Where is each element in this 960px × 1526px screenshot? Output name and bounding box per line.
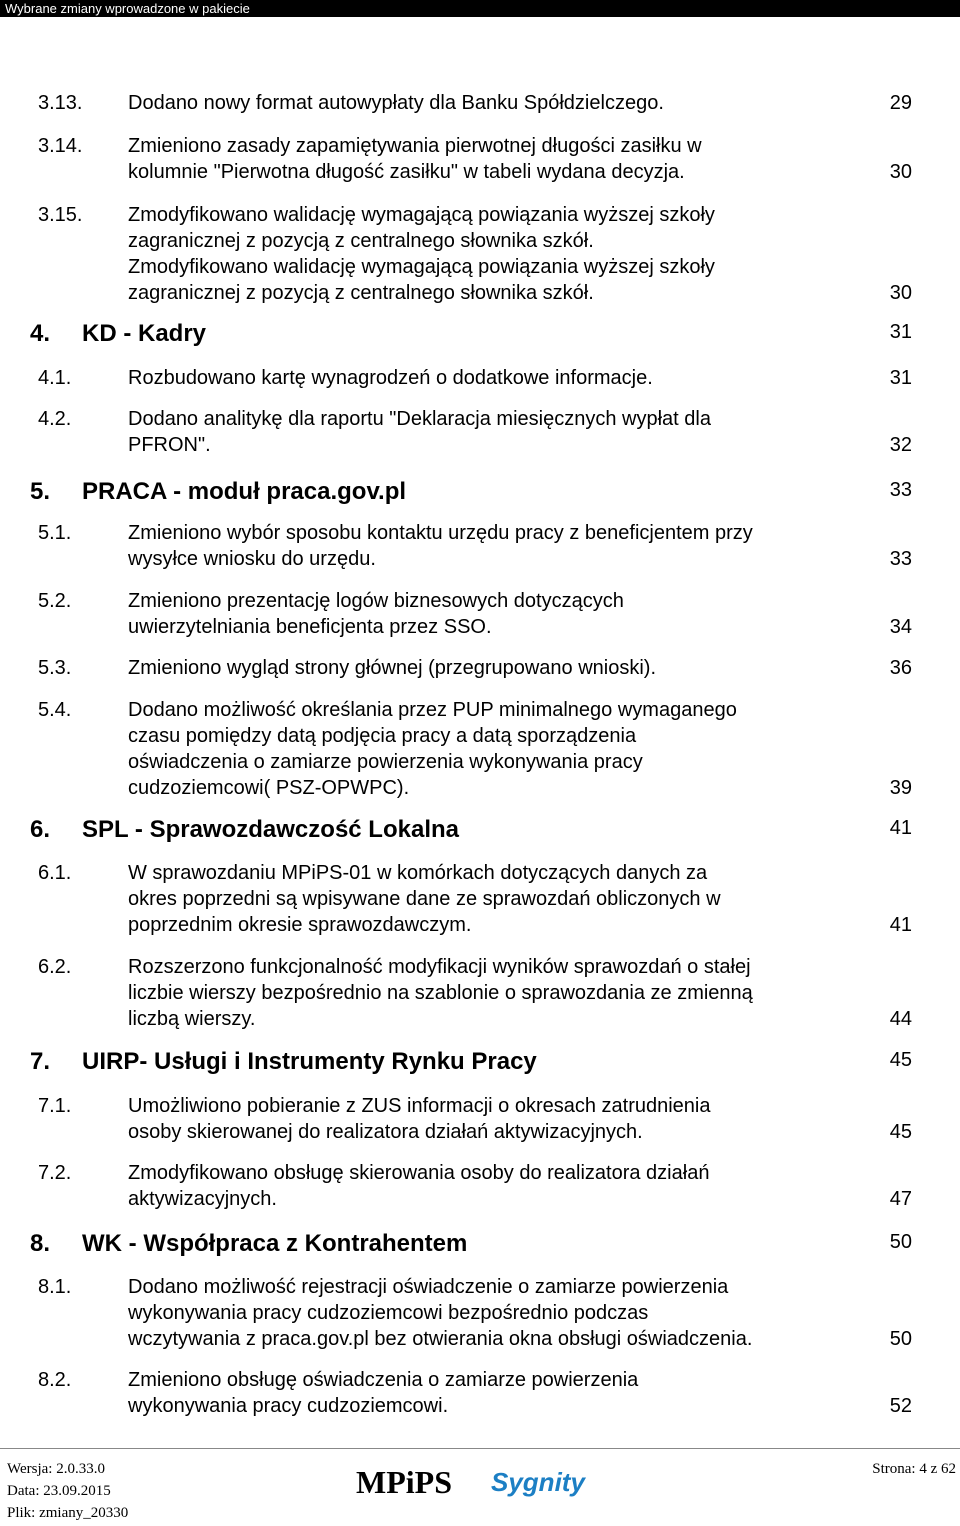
toc-title-line: W sprawozdaniu MPiPS-01 w komórkach dotyczących danych za bbox=[128, 862, 708, 884]
toc-page-number: 30 bbox=[889, 282, 912, 304]
toc-title bbox=[82, 477, 822, 507]
toc-number: 6.2. bbox=[38, 956, 72, 978]
toc-page-number: 31 bbox=[889, 321, 912, 343]
toc-number: 4. bbox=[30, 320, 51, 347]
toc-title bbox=[128, 520, 868, 572]
toc-number: 7.2. bbox=[38, 1162, 72, 1184]
toc-title bbox=[82, 1047, 822, 1077]
toc-title-line: Zmodyfikowano obsługę skierowania osoby do realizatora działań bbox=[128, 1162, 710, 1184]
mpips-logo: MPiPS bbox=[356, 1464, 452, 1500]
toc-page-number: 45 bbox=[889, 1049, 912, 1071]
toc-title-line: poprzednim okresie sprawozdawczym. bbox=[128, 914, 472, 936]
toc-page-number: 52 bbox=[889, 1395, 912, 1417]
toc-title-line: Zmieniono prezentację logów biznesowych dotyczących bbox=[128, 590, 624, 612]
toc-number: 7.1. bbox=[38, 1095, 72, 1117]
toc-page-number: 33 bbox=[889, 479, 912, 501]
toc-number: 5.2. bbox=[38, 590, 72, 612]
sygnity-logo: Sygnity bbox=[491, 1467, 585, 1497]
toc-title-line: kolumnie "Pierwotna długość zasiłku" w tabeli wydana decyzja. bbox=[128, 161, 685, 183]
toc-number: 8. bbox=[30, 1230, 51, 1257]
footer-meta bbox=[7, 1458, 128, 1524]
toc-title bbox=[128, 860, 868, 938]
footer-file: Plik: zmiany_20330 bbox=[7, 1505, 129, 1521]
toc-page-number: 50 bbox=[889, 1328, 912, 1350]
toc-title bbox=[82, 319, 822, 349]
toc-title-line: UIRP- Usługi i Instrumenty Rynku Pracy bbox=[82, 1048, 537, 1075]
toc-title-line: cudzoziemcowi( PSZ-OPWPC). bbox=[128, 777, 410, 799]
toc-title-line: SPL - Sprawozdawczość Lokalna bbox=[82, 816, 459, 843]
toc-title-line: Umożliwiono pobieranie z ZUS informacji o okresach zatrudnienia bbox=[128, 1095, 711, 1117]
toc-title-line: wykonywania pracy cudzoziemcowi bezpośrednio podczas bbox=[128, 1302, 649, 1324]
toc-title-line: czasu pomiędzy datą podjęcia pracy a datą sporządzenia bbox=[128, 725, 637, 747]
toc-title-line: WK - Współpraca z Kontrahentem bbox=[82, 1230, 468, 1257]
toc-title bbox=[128, 365, 868, 391]
toc-number: 8.2. bbox=[38, 1369, 72, 1391]
toc-title bbox=[128, 1367, 868, 1419]
toc-number: 3.13. bbox=[38, 92, 83, 114]
toc-title-line: Rozbudowano kartę wynagrodzeń o dodatkowe informacje. bbox=[128, 367, 653, 389]
toc-number: 6.1. bbox=[38, 862, 72, 884]
toc-title-line: PFRON". bbox=[128, 434, 211, 456]
toc-page-number: 47 bbox=[889, 1188, 912, 1210]
toc-title-line: zagranicznej z pozycją z centralnego słownika szkół. bbox=[128, 230, 594, 252]
toc-number: 7. bbox=[30, 1048, 51, 1075]
toc-page-number: 50 bbox=[889, 1231, 912, 1253]
footer-version: Wersja: 2.0.33.0 bbox=[7, 1461, 105, 1477]
toc-page-number: 33 bbox=[889, 548, 912, 570]
toc-number: 8.1. bbox=[38, 1276, 72, 1298]
toc-title bbox=[128, 202, 868, 306]
footer-page-info: Strona: 4 z 62 bbox=[872, 1461, 956, 1477]
toc-page-number: 29 bbox=[889, 92, 912, 114]
toc-title-line: uwierzytelniania beneficjenta przez SSO. bbox=[128, 616, 492, 638]
toc-page-number: 36 bbox=[889, 657, 912, 679]
toc-title bbox=[128, 1160, 868, 1212]
toc-page-number: 44 bbox=[889, 1008, 912, 1030]
toc-title bbox=[128, 90, 868, 116]
toc-title-line: Zmieniono wygląd strony głównej (przegrupowano wnioski). bbox=[128, 657, 657, 679]
toc-title bbox=[128, 1093, 868, 1145]
toc-title bbox=[82, 1229, 822, 1259]
toc-title-line: Zmodyfikowano walidację wymagającą powiązania wyższej szkoły bbox=[128, 204, 715, 226]
toc-number: 6. bbox=[30, 816, 51, 843]
toc-title-line: KD - Kadry bbox=[82, 320, 207, 347]
toc-title bbox=[128, 406, 868, 458]
toc-page-number: 32 bbox=[889, 434, 912, 456]
toc-page-number: 31 bbox=[889, 367, 912, 389]
toc-title-line: Dodano możliwość rejestracji oświadczenie o zamiarze powierzenia bbox=[128, 1276, 729, 1298]
toc-title-line: aktywizacyjnych. bbox=[128, 1188, 277, 1210]
toc-number: 3.14. bbox=[38, 135, 83, 157]
toc-title bbox=[128, 697, 868, 801]
toc-title-line: wysyłce wniosku do urzędu. bbox=[128, 548, 376, 570]
toc-number: 4.2. bbox=[38, 408, 72, 430]
toc-title bbox=[128, 954, 868, 1032]
toc-number: 5.1. bbox=[38, 522, 72, 544]
toc-title-line: Dodano nowy format autowypłaty dla Banku Spółdzielczego. bbox=[128, 92, 664, 114]
toc-number: 4.1. bbox=[38, 367, 72, 389]
toc-title-line: osoby skierowanej do realizatora działań aktywizacyjnych. bbox=[128, 1121, 643, 1143]
toc-title-line: Rozszerzono funkcjonalność modyfikacji wyników sprawozdań o stałej bbox=[128, 956, 751, 978]
toc-title-line: Zmieniono wybór sposobu kontaktu urzędu pracy z beneficjentem przy bbox=[128, 522, 753, 544]
toc-title-line: Dodano możliwość określania przez PUP minimalnego wymaganego bbox=[128, 699, 737, 721]
toc-page-number: 45 bbox=[889, 1121, 912, 1143]
header-title: Wybrane zmiany wprowadzone w pakiecie bbox=[5, 1, 250, 16]
page-header bbox=[0, 0, 960, 17]
footer-date: Data: 23.09.2015 bbox=[7, 1483, 111, 1499]
toc-title-line: liczbą wierszy. bbox=[128, 1008, 256, 1030]
toc-title-line: Zmodyfikowano walidację wymagającą powiązania wyższej szkoły bbox=[128, 256, 715, 278]
footer-divider bbox=[0, 1448, 960, 1449]
toc-title bbox=[128, 133, 868, 185]
toc-number: 5.3. bbox=[38, 657, 72, 679]
toc-page-number: 39 bbox=[889, 777, 912, 799]
toc-title bbox=[82, 815, 822, 845]
toc-title-line: okres poprzedni są wpisywane dane ze sprawozdań obliczonych w bbox=[128, 888, 721, 910]
toc-number: 5. bbox=[30, 478, 51, 505]
toc-title-line: PRACA - moduł praca.gov.pl bbox=[82, 478, 407, 505]
toc-title bbox=[128, 655, 868, 681]
toc-title-line: wczytywania z praca.gov.pl bez otwierania okna obsługi oświadczenia. bbox=[128, 1328, 753, 1350]
toc-title-line: wykonywania pracy cudzoziemcowi. bbox=[128, 1395, 449, 1417]
toc-page-number: 41 bbox=[889, 817, 912, 839]
toc-title-line: Zmieniono obsługę oświadczenia o zamiarze powierzenia bbox=[128, 1369, 639, 1391]
toc-title-line: Zmieniono zasady zapamiętywania pierwotnej długości zasiłku w bbox=[128, 135, 702, 157]
toc-title-line: liczbie wierszy bezpośrednio na szablonie o sprawozdania ze zmienną bbox=[128, 982, 753, 1004]
toc-title-line: Dodano analitykę dla raportu "Deklaracja miesięcznych wypłat dla bbox=[128, 408, 711, 430]
toc-title bbox=[128, 588, 868, 640]
toc-title-line: oświadczenia o zamiarze powierzenia wykonywania pracy bbox=[128, 751, 643, 773]
toc-page-number: 41 bbox=[889, 914, 912, 936]
toc-number: 5.4. bbox=[38, 699, 72, 721]
toc-title bbox=[128, 1274, 868, 1352]
toc-page-number: 34 bbox=[889, 616, 912, 638]
toc-page-number: 30 bbox=[889, 161, 912, 183]
toc-number: 3.15. bbox=[38, 204, 83, 226]
toc-title-line: zagranicznej z pozycją z centralnego słownika szkół. bbox=[128, 282, 594, 304]
